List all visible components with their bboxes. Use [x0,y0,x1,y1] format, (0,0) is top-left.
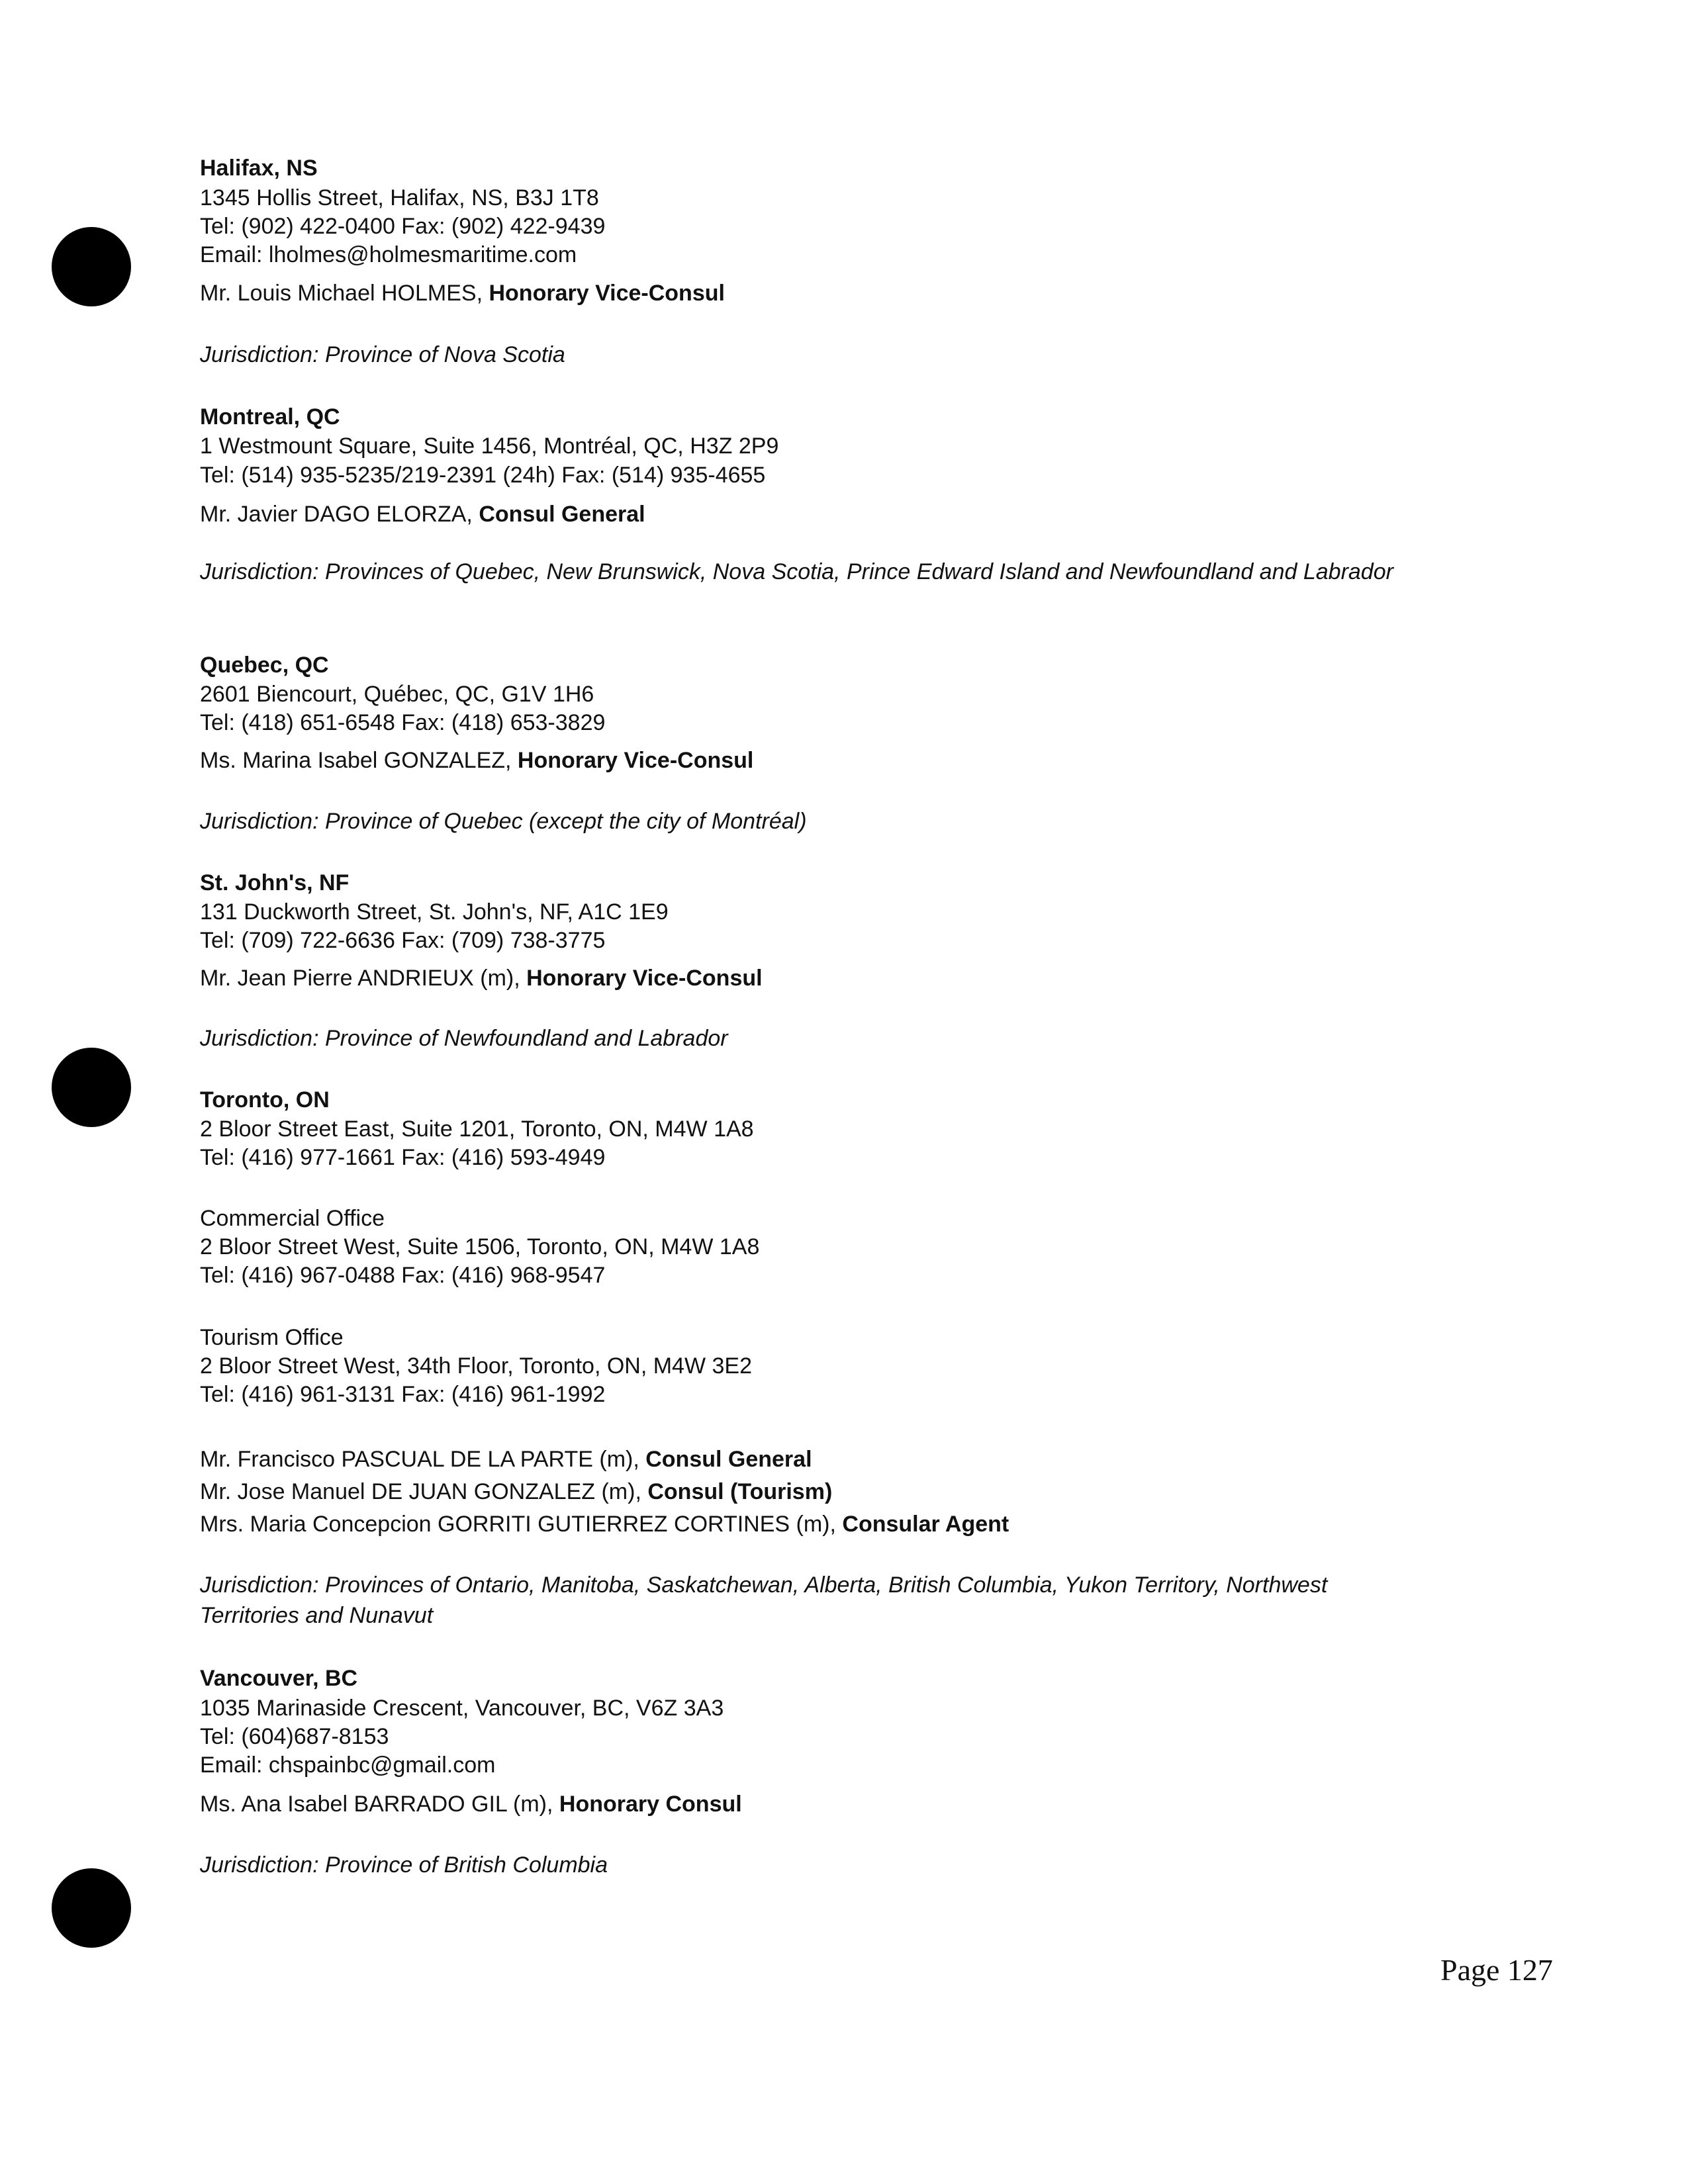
city-heading: Quebec, QC [200,653,329,678]
official-title: Honorary Vice-Consul [526,966,763,991]
city-heading: Vancouver, BC [200,1666,358,1691]
official [200,747,753,774]
tel-fax: Tel: (709) 722-6636 Fax: (709) 738-3775 [200,928,606,953]
address: 1345 Hollis Street, Halifax, NS, B3J 1T8 [200,185,599,210]
punch-hole-bottom [52,1868,131,1948]
official-name: Ms. Ana Isabel BARRADO GIL (m), [200,1792,559,1817]
official [200,279,725,307]
city-heading: St. John's, NF [200,870,350,895]
official-title: Honorary Consul [559,1792,742,1817]
commercial-office-address: 2 Bloor Street West, Suite 1506, Toronto, ON, M4W 1A8 [200,1234,760,1259]
official-name: Mr. Jean Pierre ANDRIEUX (m), [200,966,527,991]
official-name: Mr. Francisco PASCUAL DE LA PARTE (m), [200,1447,646,1472]
punch-hole-middle [52,1048,131,1127]
address: 1035 Marinaside Crescent, Vancouver, BC, V6Z 3A3 [200,1696,724,1721]
city-heading: Toronto, ON [200,1087,330,1113]
page-number: Page 127 [1440,1953,1553,1987]
official-name: Mrs. Maria Concepcion GORRITI GUTIERREZ CORTINES (m), [200,1512,843,1537]
official-name: Mr. Jose Manuel DE JUAN GONZALEZ (m), [200,1479,648,1504]
address: 2601 Biencourt, Québec, QC, G1V 1H6 [200,682,594,707]
official-title: Honorary Vice-Consul [517,748,754,773]
tel-fax: Tel: (418) 651-6548 Fax: (418) 653-3829 [200,710,606,735]
email: Email: chspainbc@gmail.com [200,1752,496,1778]
jurisdiction: Jurisdiction: Province of Nova Scotia [200,342,565,367]
official-title: Consul General [645,1447,812,1472]
punch-hole-top [52,227,131,306]
official-title: Consul (Tourism) [647,1479,833,1504]
official-name: Ms. Marina Isabel GONZALEZ, [200,748,518,773]
jurisdiction: Jurisdiction: Provinces of Quebec, New Brunswick, Nova Scotia, Prince Edward Island and Newfoundland and Labrador [200,559,1393,584]
official [200,964,763,992]
official-title: Consul General [479,502,645,527]
jurisdiction: Jurisdiction: Provinces of Ontario, Manitoba, Saskatchewan, Alberta, British Columbia, Yukon Territory, Northwest [200,1572,1328,1598]
official [200,1445,812,1473]
tourism-office-label: Tourism Office [200,1325,344,1350]
official-title: Consular Agent [842,1512,1009,1537]
tel-fax: Tel: (514) 935-5235/219-2391 (24h) Fax: (514) 935-4655 [200,463,766,488]
jurisdiction-continued: Territories and Nunavut [200,1603,434,1628]
address: 131 Duckworth Street, St. John's, NF, A1C 1E9 [200,899,669,925]
official-name: Mr. Louis Michael HOLMES, [200,281,489,306]
jurisdiction: Jurisdiction: Province of Newfoundland and Labrador [200,1026,728,1051]
tel: Tel: (604)687-8153 [200,1724,389,1749]
official-title: Honorary Vice-Consul [489,281,725,306]
official [200,1510,1009,1538]
official-name: Mr. Javier DAGO ELORZA, [200,502,479,527]
official [200,1790,742,1818]
tourism-office-address: 2 Bloor Street West, 34th Floor, Toronto, ON, M4W 3E2 [200,1353,752,1379]
email: Email: lholmes@holmesmaritime.com [200,242,577,267]
tel-fax: Tel: (416) 977-1661 Fax: (416) 593-4949 [200,1145,606,1170]
jurisdiction: Jurisdiction: Province of British Columbia [200,1852,608,1878]
official [200,500,645,528]
tourism-office-tel-fax: Tel: (416) 961-3131 Fax: (416) 961-1992 [200,1382,606,1407]
city-heading: Halifax, NS [200,156,318,181]
commercial-office-label: Commercial Office [200,1206,385,1231]
jurisdiction: Jurisdiction: Province of Quebec (except the city of Montréal) [200,809,807,834]
city-heading: Montreal, QC [200,404,340,430]
address: 1 Westmount Square, Suite 1456, Montréal, QC, H3Z 2P9 [200,433,779,459]
address: 2 Bloor Street East, Suite 1201, Toronto, ON, M4W 1A8 [200,1116,754,1142]
official [200,1478,832,1506]
tel-fax: Tel: (902) 422-0400 Fax: (902) 422-9439 [200,214,606,239]
commercial-office-tel-fax: Tel: (416) 967-0488 Fax: (416) 968-9547 [200,1263,606,1288]
